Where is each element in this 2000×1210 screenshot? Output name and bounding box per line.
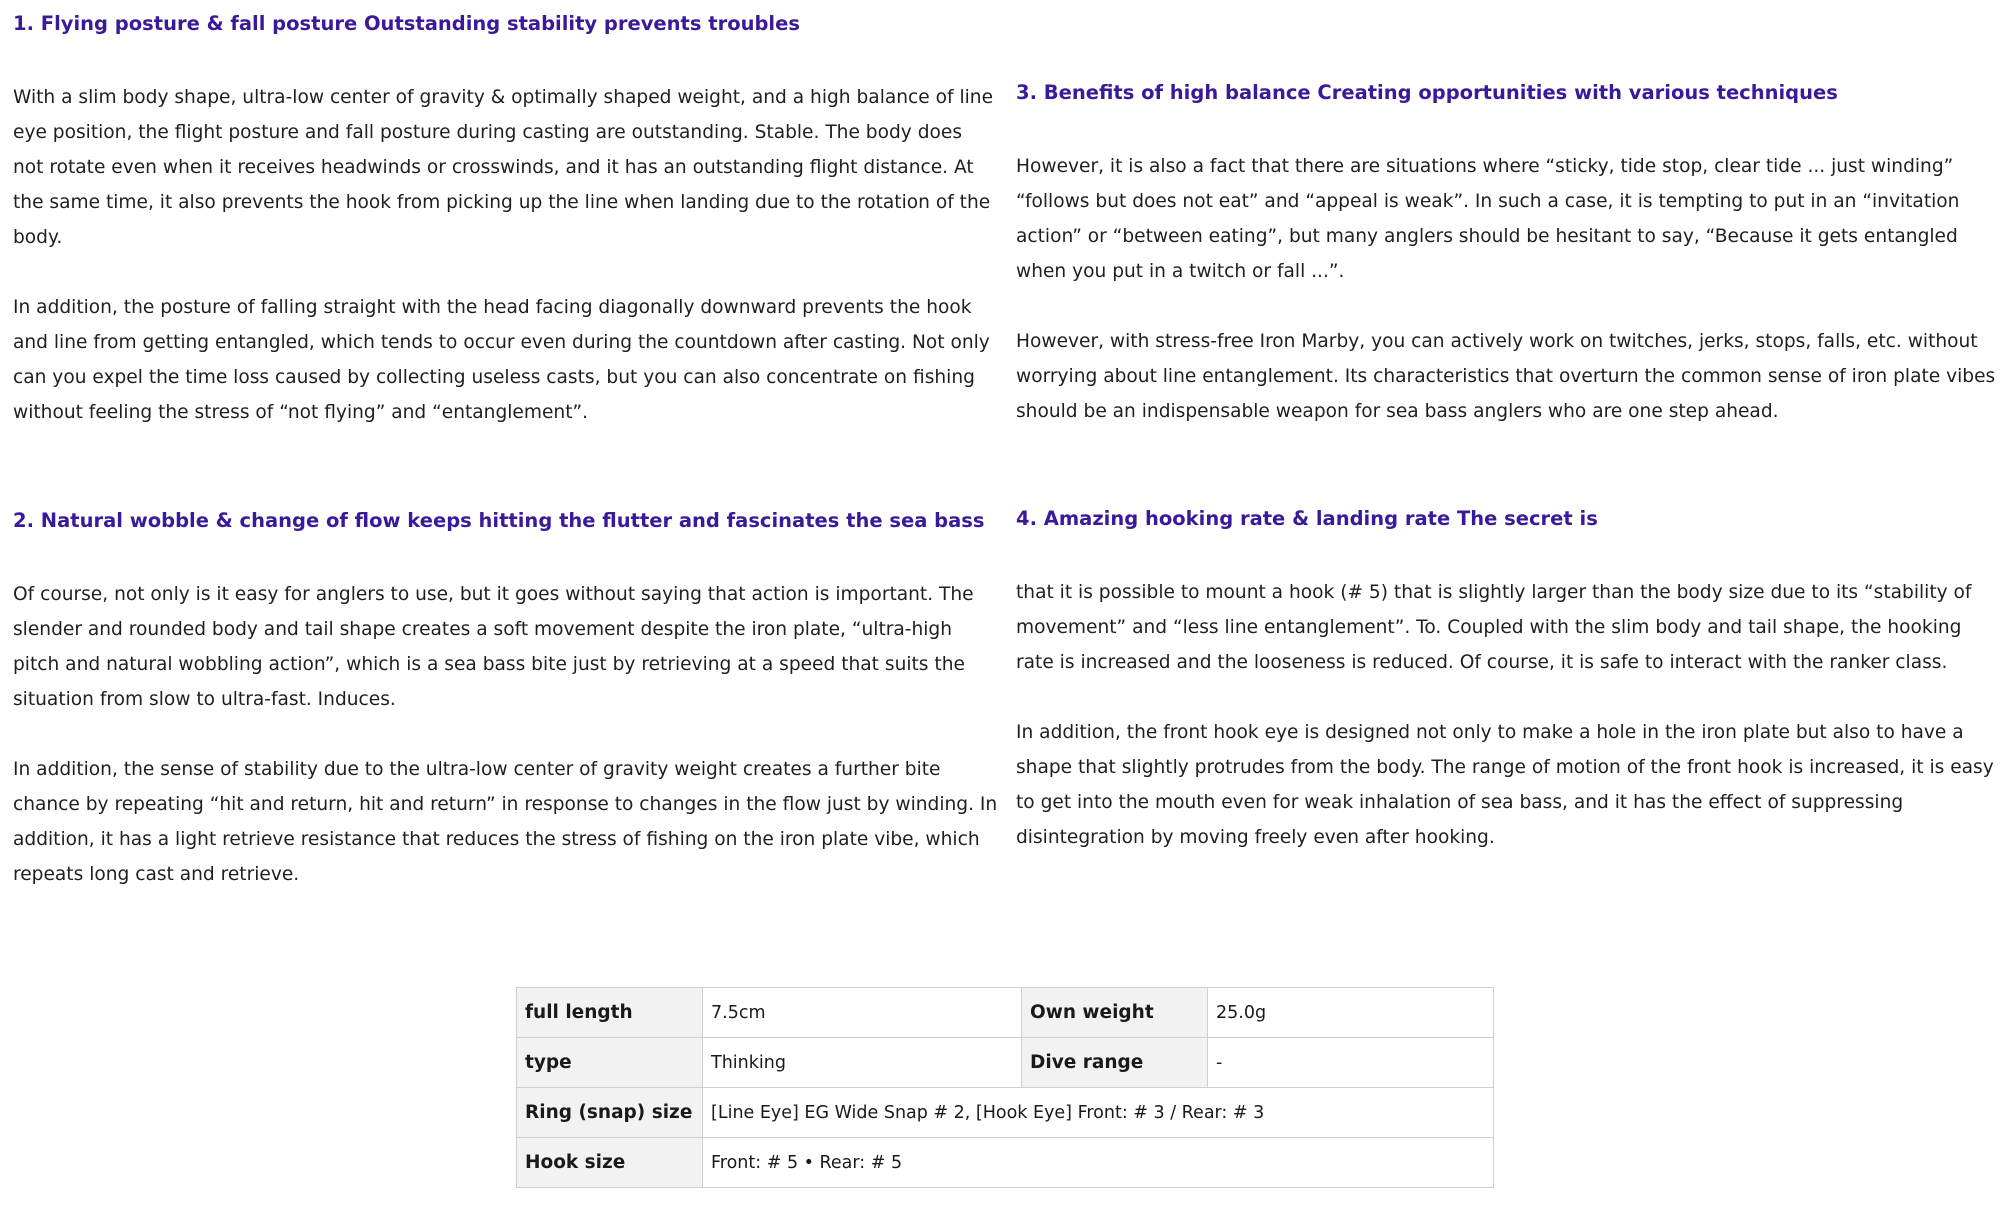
section-1-paragraph-1: With a slim body shape, ultra-low center of gravity & optimally shaped weight, and a high balance of line eye position, the flight posture and fall posture during casting are outstanding. Stable. The body does not rotate even when it receives headwinds or crosswinds, and it has an outstanding flight distance. At the same time, it also prevents the hook from picking up the line when landing due to the rotation of the body. — [13, 87, 994, 248]
section-3-paragraph-2: However, with stress-free Iron Marby, you can actively work on twitches, jerks, stops, falls, etc. without worrying about line entanglement. Its characteristics that overturn the common sense of iron plate vibes should be an indispensable weapon for sea bass anglers who are one step ahead. — [1016, 331, 1996, 422]
own-weight-label: Own weight — [1022, 988, 1208, 1038]
section-3-paragraph-1: However, it is also a fact that there are situations where “sticky, tide stop, clear tide ... just winding” “follows but does not eat” and “appeal is weak”. In such a case, it is tempting to put in an “invitation action” or “between eating”, but many anglers should be hesitant to say, “Because it gets entangled when you put in a twitch or fall ...”. — [1016, 156, 1960, 282]
section-3-heading: 3. Benefits of high balance Creating opportunities with various techniques — [1016, 81, 1838, 104]
spec-row-length-weight — [517, 988, 1494, 1038]
section-1-heading: 1. Flying posture & fall posture Outstanding stability prevents troubles — [13, 12, 800, 35]
hook-size-label: Hook size — [517, 1138, 703, 1188]
type-value: Thinking — [703, 1038, 1022, 1088]
spec-table — [516, 987, 1494, 1188]
full-length-value: 7.5cm — [703, 988, 1022, 1038]
right-column — [1016, 0, 1996, 855]
section-4-paragraph-2: In addition, the front hook eye is designed not only to make a hole in the iron plate but also to have a shape that slightly protrudes from the body. The range of motion of the front hook is increased, it is easy to get into the mouth even for weak inhalation of sea bass, and it has the effect of suppressing disintegration by moving freely even after hooking. — [1016, 722, 1994, 848]
dive-range-value: - — [1208, 1038, 1494, 1088]
section-4-paragraph-1: that it is possible to mount a hook (# 5) that is slightly larger than the body size due to its “stability of movement” and “less line entanglement”. To. Coupled with the slim body and tail shape, the hooking rate is increased and the looseness is reduced. Of course, it is safe to interact with the ranker class. — [1016, 582, 1972, 673]
ring-size-value: [Line Eye] EG Wide Snap # 2, [Hook Eye] Front: # 3 / Rear: # 3 — [703, 1088, 1494, 1138]
type-label: type — [517, 1038, 703, 1088]
own-weight-value: 25.0g — [1208, 988, 1494, 1038]
ring-size-label: Ring (snap) size — [517, 1088, 703, 1138]
section-2-paragraph-2: In addition, the sense of stability due to the ultra-low center of gravity weight creates a further bite chance by repeating “hit and return, hit and return” in response to changes in the flow just by winding. In addition, it has a light retrieve resistance that reduces the stress of fishing on the iron plate vibe, which repeats long cast and retrieve. — [13, 759, 998, 885]
dive-range-label: Dive range — [1022, 1038, 1208, 1088]
left-column — [13, 0, 998, 892]
section-2-paragraph-1: Of course, not only is it easy for anglers to use, but it goes without saying that action is important. The slender and rounded body and tail shape creates a soft movement despite the iron plate, “ultra-high pitch and natural wobbling action”, which is a sea bass bite just by retrieving at a speed that suits the situation from slow to ultra-fast. Induces. — [13, 584, 974, 710]
section-2-heading: 2. Natural wobble & change of flow keeps hitting the flutter and fascinates the sea bass — [13, 509, 985, 532]
spec-row-ring-size — [517, 1088, 1494, 1138]
spec-row-hook-size — [517, 1138, 1494, 1188]
hook-size-value: Front: # 5 • Rear: # 5 — [703, 1138, 1494, 1188]
section-4-heading: 4. Amazing hooking rate & landing rate The secret is — [1016, 507, 1598, 530]
section-1-paragraph-2: In addition, the posture of falling straight with the head facing diagonally downward prevents the hook and line from getting entangled, which tends to occur even during the countdown after casting. Not only can you expel the time loss caused by collecting useless casts, but you can also concentrate on fishing without feeling the stress of “not flying” and “entanglement”. — [13, 297, 990, 423]
full-length-label: full length — [517, 988, 703, 1038]
spec-row-type-dive — [517, 1038, 1494, 1088]
